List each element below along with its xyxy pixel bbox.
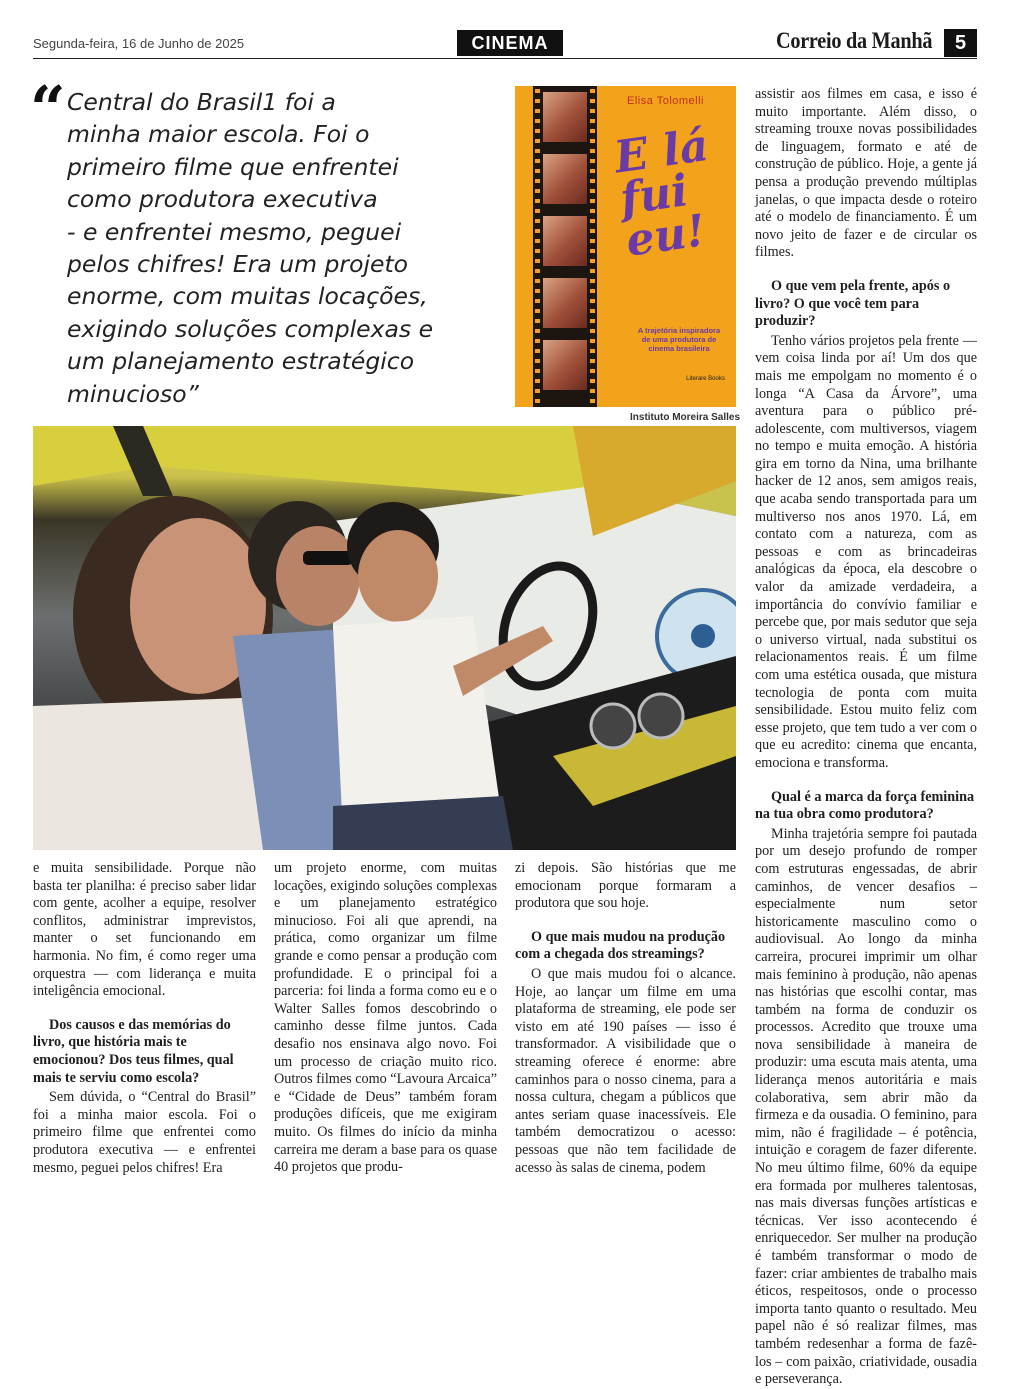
sprocket-hole [590,89,595,93]
film-frame [543,92,587,142]
sprocket-hole [590,249,595,253]
sprocket-hole [590,329,595,333]
sprocket-hole [590,139,595,143]
sprocket-hole [535,269,540,273]
page-number: 5 [944,29,977,57]
book-author: Elisa Tolomelli [627,95,704,107]
sprocket-hole [590,209,595,213]
article-paragraph: zi depois. São histórias que me emocionam porque formaram a produtora que sou hoje. [515,860,736,912]
interview-question: Qual é a marca da força feminina na tua obra como produtora? [755,788,975,823]
sprocket-hole [590,109,595,113]
film-frame [543,278,587,328]
photo-credit: Instituto Moreira Salles [630,412,741,423]
book-cover-image [515,86,736,407]
article-column-2 [274,860,497,1177]
article-column-4 [755,86,977,1389]
article-column-3 [515,860,736,1177]
quote-mark-icon: “ [30,72,66,145]
page-date: Segunda-feira, 16 de Junho de 2025 [33,36,245,51]
sprocket-hole [590,129,595,133]
book-title: E lá fui eu! [611,119,712,267]
sprocket-hole [535,199,540,203]
sprocket-hole [590,119,595,123]
sprocket-hole [535,149,540,153]
article-paragraph: Sem dúvida, o “Central do Brasil” foi a minha maior escola. Foi o primeiro filme que enfrentei como produtora executiva — e enfrentei mesmo, peguei pelos chifres! Era [33,1089,256,1176]
sprocket-hole [590,199,595,203]
sprocket-hole [535,399,540,403]
article-paragraph: O que mais mudou foi o alcance. Hoje, ao lançar um filme em uma plataforma de streaming, ele pode ser visto em até 190 países — isso é transformador. A visibilidade que o streaming oferece é enorme: abre caminhos para o nosso cinema, para a nossa cultura, chegam a públicos que antes seriam quase inacessíveis. Ele também democratizou o acesso: pessoas que não tem facilidade de acesso às salas de cinema, podem [515,965,736,1176]
article-paragraph: e muita sensibilidade. Porque não basta ter planilha: é preciso saber lidar com gente, acolher a equipe, resolver conflitos, administrar imprevistos, manter o set funcionando em harmonia. No fim, é como reger uma orquestra — com liderança e muita inteligência emocional. [33,860,256,1000]
film-frame [543,340,587,390]
article-paragraph: assistir aos filmes em casa, e isso é muito importante. Além disso, o streaming trouxe novas possibilidades de linguagem, formato e até de construção de público. Hoje, a gente já pensa a produção prevendo múltiplas janelas, o que impacta desde o roteiro até o modelo de financiamento. É um novo jeito de fazer e de circular os filmes. [755,86,977,261]
sprocket-hole [535,89,540,93]
sprocket-hole [535,169,540,173]
sprocket-hole [535,329,540,333]
sprocket-hole [535,229,540,233]
sprocket-hole [590,179,595,183]
article-paragraph: Minha trajetória sempre foi pautada por um desejo profundo de romper com estruturas engessadas, de abrir caminhos, de vencer desafios – especialmente num setor historicamente masculino como o audiovisual. Ao longo da minha carreira, procurei imprimir um olhar mais feminino à produção, não apenas nas histórias que escolhi contar, mas também na forma de conduzir os processos. Acredito que trouxe uma nova sensibilidade à maneira de produzir: uma escuta mais atenta, uma liderança menos autoritária e mais colaborativa, sem abrir mão da firmeza e da ousadia. O feminino, para mim, não é fragilidade – é potência, intuição e coragem de fazer diferente. No meu último filme, 60% da equipe era formada por mulheres talentosas, nas mais diversas funções artísticas e técnicas. Ver isso acontecendo é enriquecedor. Ser mulher na produção é também transformar o modo de fazer: criar ambientes de trabalho mais éticos, respeitosos, onde o processo importa tanto quanto o resultado. Meu papel não é só realizar filmes, mas também redesenhar a forma de fazê-los – com paixão, criatividade, ousadia e perseverança. [755,825,977,1388]
sprocket-hole [535,189,540,193]
sprocket-hole [590,259,595,263]
interview-question: Dos causos e das memórias do livro, que história mais te emocionou? Dos teus filmes, qual mais te serviu como escola? [33,1016,234,1086]
sprocket-hole [535,119,540,123]
sprocket-hole [590,99,595,103]
sprocket-hole [535,289,540,293]
header-divider [33,58,977,59]
newspaper-name: Correio da Manhã [776,28,933,53]
sprocket-hole [590,219,595,223]
sprocket-hole [535,209,540,213]
sprocket-hole [590,299,595,303]
sprocket-hole [590,319,595,323]
sprocket-hole [535,309,540,313]
article-column-1 [33,860,256,1177]
sprocket-hole [590,169,595,173]
sprocket-hole [535,239,540,243]
sprocket-hole [535,139,540,143]
sprocket-hole [535,259,540,263]
sprocket-hole [535,339,540,343]
sprocket-hole [590,189,595,193]
sprocket-hole [535,109,540,113]
film-frame [543,216,587,266]
section-label: CINEMA [457,30,563,56]
sprocket-hole [590,309,595,313]
sprocket-hole [535,379,540,383]
sprocket-hole [590,389,595,393]
pull-quote: Central do Brasil1 foi a minha maior escola. Foi o primeiro filme que enfrentei como produtora executiva - e enfrentei mesmo, peguei pelos chifres! Era um projeto enorme, com muitas locações, exigindo soluções complexas e um planejamento estratégico minucioso” [67,88,434,408]
sprocket-hole [535,129,540,133]
sprocket-hole [590,279,595,283]
article-photo [33,426,736,850]
article-paragraph: um projeto enorme, com muitas locações, exigindo soluções complexas e um planejamento estratégico minucioso. Foi ali que aprendi, na prática, como organizar um filme grande e como pensar a produção com profundidade. E o principal foi a parceria: foi linda a forma como eu e o Walter Salles fomos descobrindo o caminho desse filme juntos. Cada desafio nos ensinava algo novo. Foi um processo de criação muito rico. Outros filmes como “Lavoura Arcaica” e “Cidade de Deus” também foram produções difíceis, que me exigiram muito. Os filmes do início da minha carreira me deram a base para os quase 40 projetos que produ- [274,860,497,1176]
sprocket-hole [535,349,540,353]
sprocket-hole [535,389,540,393]
sprocket-hole [535,219,540,223]
sprocket-hole [590,349,595,353]
sprocket-hole [590,159,595,163]
sprocket-hole [535,159,540,163]
truck-cab-scene [33,426,736,850]
sprocket-hole [590,339,595,343]
sprocket-hole [535,249,540,253]
sprocket-hole [590,269,595,273]
film-strip-graphic [533,86,597,407]
sprocket-hole [535,359,540,363]
book-publisher: Literare Books [686,376,725,382]
sprocket-hole [590,379,595,383]
sprocket-hole [590,229,595,233]
sprocket-hole [535,99,540,103]
sprocket-hole [590,289,595,293]
sprocket-hole [535,299,540,303]
sprocket-hole [590,149,595,153]
film-frame [543,154,587,204]
sprocket-hole [535,369,540,373]
sprocket-hole [535,279,540,283]
sprocket-hole [590,399,595,403]
sprocket-hole [590,239,595,243]
sprocket-hole [590,369,595,373]
interview-question: O que vem pela frente, após o livro? O que você tem para produzir? [755,277,951,330]
sprocket-hole [535,319,540,323]
article-paragraph: Tenho vários projetos pela frente — vem coisa linda por aí! Um dos que mais me empolgam no momento é o longa “A Casa da Árvore”, uma aventura para o público pré-adolescente, com multiversos, viagem no tempo e muita emoção. A história gira em torno da Nina, uma brilhante hacker de 12 anos, sem amigos reais, que acaba sendo transportada para um multiverso nos anos 1970. Lá, em contato com a natureza, com as pessoas e com as brincadeiras analógicas da época, ela descobre o valor da amizade verdadeira, a importância do convívio familiar e percebe que, por mais sedutor que seja o universo virtual, nada substitui os relacionamentos reais. É um filme com uma estética ousada, que mistura tecnologia de ponta com muita sensibilidade. Estou muito feliz com esse projeto, que tem tudo a ver com o que eu acredito: cinema que encanta, emociona e transforma. [755,332,977,771]
interview-question: O que mais mudou na produção com a chegada dos streamings? [515,928,726,963]
book-subtitle: A trajetória inspiradora de uma produtora de cinema brasileira [637,326,721,353]
sprocket-hole [535,179,540,183]
sprocket-hole [590,359,595,363]
